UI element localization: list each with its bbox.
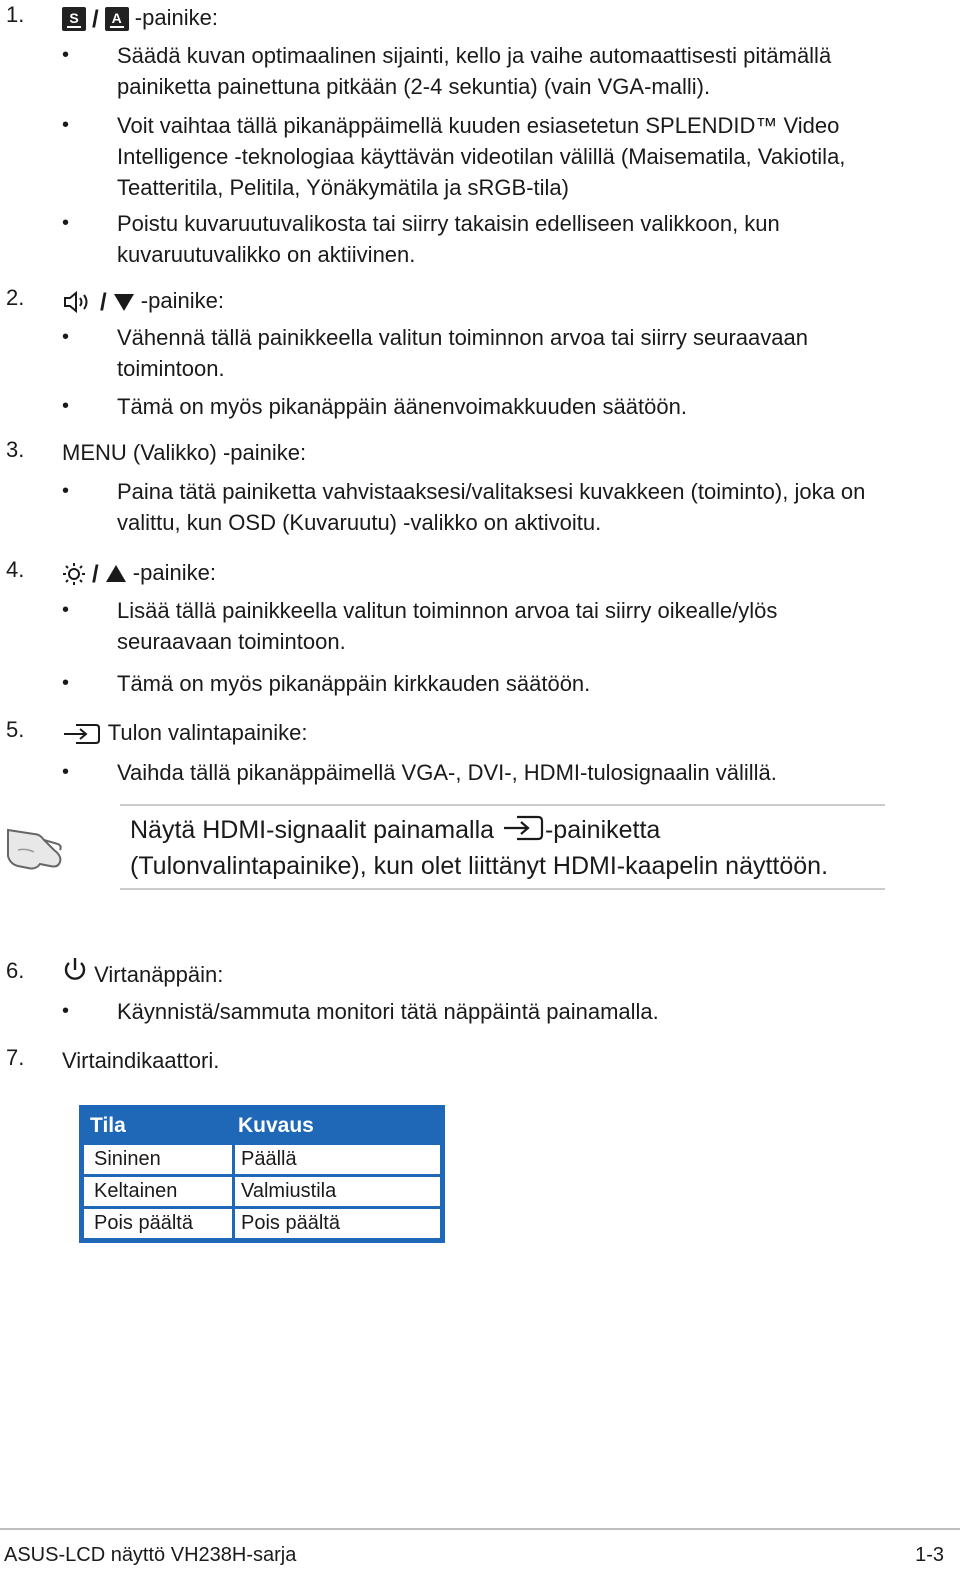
item-4-heading [62, 557, 216, 590]
item-5-bullet-1: Vaihda tällä pikanäppäimellä VGA-, DVI-, HDMI-tulosignaalin välillä. [117, 760, 777, 785]
item-1-title: -painike: [134, 5, 218, 30]
item-5-heading [62, 717, 307, 748]
page-number: 1-3 [915, 1544, 944, 1566]
table-row [84, 1206, 440, 1238]
bullet: • [62, 480, 70, 502]
table-cell: Pois päältä [84, 1206, 232, 1238]
item-6-number: 6. [6, 958, 25, 983]
note-bottom-rule [120, 888, 885, 890]
item-6-heading [62, 956, 223, 990]
splendid-key-icon: S [62, 7, 86, 31]
table-row [84, 1174, 440, 1206]
item-3-bullet-1: Paina tätä painiketta vahvistaaksesi/valitaksesi kuvakkeen (toiminto), joka on valittu, kun OSD (Kuvaruutu) -valikko on aktivoitu. [117, 479, 866, 535]
input-select-icon [62, 721, 102, 747]
note-text [130, 812, 890, 884]
bullet: • [62, 1000, 70, 1022]
bullet: • [62, 761, 70, 783]
item-4-title: -painike: [132, 560, 216, 585]
table-cell: Päällä [232, 1142, 440, 1174]
item-4-slash: / [92, 560, 99, 588]
table-header-tila: Tila [90, 1114, 126, 1137]
item-1-slash: / [92, 5, 99, 33]
bullet: • [62, 599, 70, 621]
speaker-volume-icon [62, 289, 94, 315]
item-1-heading [62, 2, 218, 35]
item-2-bullet-2: Tämä on myös pikanäppäin äänenvoimakkuuden säätöön. [117, 394, 687, 419]
item-6-bullet-1: Käynnistä/sammuta monitori tätä näppäintä painamalla. [117, 999, 659, 1024]
item-4-bullet-2: Tämä on myös pikanäppäin kirkkauden säätöön. [117, 671, 591, 696]
item-2-bullet-1: Vähennä tällä painikkeella valitun toiminnon arvoa tai siirry seuraavaan toimintoon. [117, 325, 808, 381]
power-indicator-table [79, 1105, 445, 1243]
footer-divider [0, 1528, 960, 1530]
bullet: • [62, 395, 70, 417]
table-cell: Keltainen [84, 1174, 232, 1206]
bullet: • [62, 672, 70, 694]
bullet: • [62, 44, 70, 66]
table-cell: Pois päältä [232, 1206, 440, 1238]
item-4-bullet-1: Lisää tällä painikkeella valitun toiminnon arvoa tai siirry oikealle/ylös seuraavaan toimintoon. [117, 598, 778, 654]
item-1-bullet-2: Voit vaihtaa tällä pikanäppäimellä kuuden esiasetetun SPLENDID™ Video Intelligence -teknologiaa käyttävän videotilan välillä (Maisematila, Vakiotila, Teatteritila, Pelitila, Yönäkymätila ja sRGB-tila) [117, 113, 846, 200]
item-3-number: 3. [6, 437, 25, 462]
note-text-before: Näytä HDMI-signaalit painamalla [130, 816, 501, 844]
item-3-title: MENU (Valikko) -painike: [62, 440, 307, 465]
bullet: • [62, 114, 70, 136]
item-6-title: Virtanäppäin: [94, 962, 224, 987]
item-7-title: Virtaindikaattori. [62, 1048, 220, 1073]
note-text-after: -painiketta [544, 816, 661, 844]
item-7-number: 7. [6, 1045, 25, 1070]
item-4-number: 4. [6, 557, 25, 582]
triangle-up-icon [105, 564, 127, 584]
note-line-1 [130, 812, 890, 848]
input-select-icon [501, 813, 545, 843]
item-2-slash: / [100, 288, 107, 316]
footer-title: ASUS-LCD näyttö VH238H-sarja [4, 1544, 297, 1566]
item-2-heading [62, 285, 224, 318]
table-cell: Sininen [84, 1142, 232, 1174]
item-2-title: -painike: [140, 288, 224, 313]
bullet: • [62, 326, 70, 348]
table-row [84, 1142, 440, 1174]
power-icon [62, 956, 88, 984]
item-2-number: 2. [6, 285, 25, 310]
table-cell: Valmiustila [232, 1174, 440, 1206]
table-header-kuvaus: Kuvaus [238, 1114, 314, 1137]
auto-adjust-key-icon: A [105, 7, 129, 31]
note-line-2: (Tulonvalintapainike), kun olet liittänyt HDMI-kaapelin näyttöön. [130, 852, 829, 880]
bullet: • [62, 212, 70, 234]
item-1-number: 1. [6, 2, 25, 27]
item-5-title: Tulon valintapainike: [107, 720, 308, 745]
brightness-icon [62, 562, 86, 586]
item-5-number: 5. [6, 717, 25, 742]
item-1-bullet-3: Poistu kuvaruutuvalikosta tai siirry takaisin edelliseen valikkoon, kun kuvaruutuvalikko on aktiivinen. [117, 211, 780, 267]
item-1-bullet-1: Säädä kuvan optimaalinen sijainti, kello ja vaihe automaattisesti pitämällä painiketta painettuna pitkään (2-4 sekuntia) (vain VGA-malli). [117, 43, 832, 99]
pointing-hand-icon [4, 820, 66, 876]
table-header-row [84, 1110, 440, 1142]
note-top-rule [120, 804, 885, 806]
triangle-down-icon [113, 292, 135, 312]
